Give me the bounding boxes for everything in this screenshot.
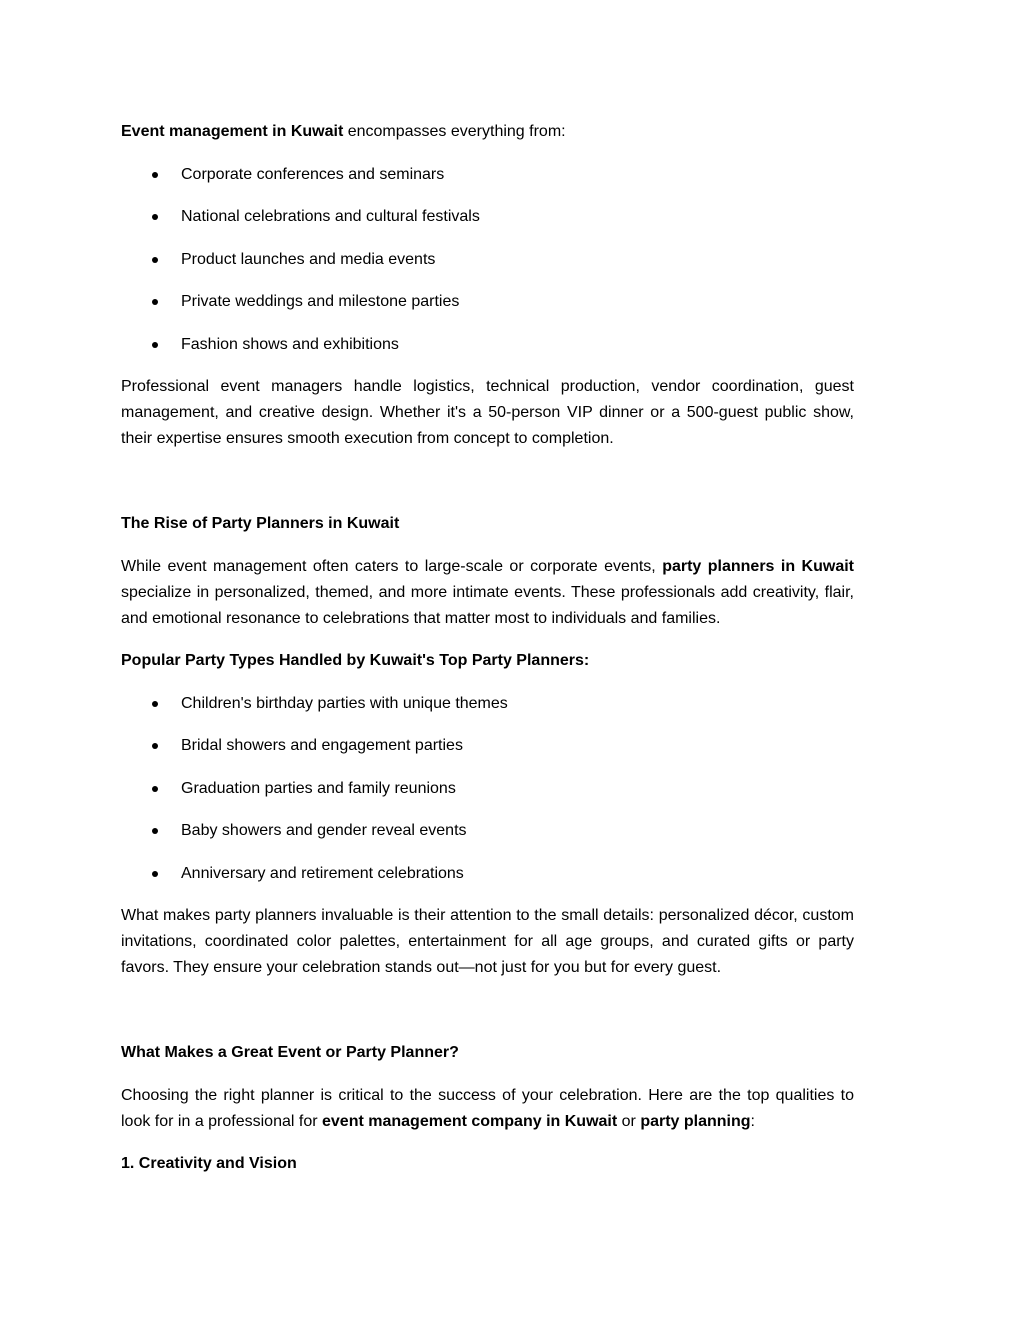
list-item-text: Private weddings and milestone parties	[181, 293, 460, 310]
bullet-icon	[152, 828, 158, 834]
rise-text-bold: party planners in Kuwait	[662, 557, 855, 575]
list-item	[121, 691, 854, 717]
great-text-bold-1: event management company in Kuwait	[322, 1112, 618, 1130]
list-item	[121, 332, 854, 358]
list-item-text: Anniversary and retirement celebrations	[181, 864, 464, 882]
bullet-icon	[152, 257, 158, 263]
bullet-icon	[152, 172, 158, 178]
list-item	[121, 861, 854, 887]
bullet-icon	[152, 701, 158, 707]
great-text-mid: or	[617, 1112, 641, 1130]
creativity-subheading: 1. Creativity and Vision	[121, 1155, 297, 1172]
list-item-text: Graduation parties and family reunions	[181, 779, 456, 797]
managers-paragraph: Professional event managers handle logistics, technical production, vendor coordination, guest management, and creative design. Whether it's a 50-person VIP dinner or a 500-guest public show, their expertise ensures smooth execution from concept to completion.	[121, 378, 854, 447]
intro-paragraph	[121, 119, 854, 145]
list-item-text: Fashion shows and exhibitions	[181, 335, 399, 353]
rise-text-end: specialize in personalized, themed, and more intimate events. These professionals add creativity, flair, and emotional resonance to celebrations that matter most to individuals and families.	[121, 583, 854, 627]
list-item-text: Corporate conferences and seminars	[181, 165, 445, 183]
list-item	[121, 162, 854, 188]
document-page	[121, 119, 854, 1177]
list-item	[121, 733, 854, 759]
popular-closing-paragraph: What makes party planners invaluable is their attention to the small details: personalized décor, custom invitations, coordinated color palettes, entertainment for all age groups, and curated gifts or party favors. They ensure your celebration stands out—not just for you but for every guest.	[121, 907, 854, 976]
great-text-end: :	[750, 1112, 755, 1130]
intro-lead-bold: Event management in Kuwait	[121, 123, 344, 140]
rise-text-start: While event management often caters to large-scale or corporate events,	[121, 557, 663, 575]
great-planner-heading: What Makes a Great Event or Party Planner?	[121, 1044, 459, 1061]
bullet-icon	[152, 299, 158, 305]
great-text-start: Choosing the right planner is critical to the success of your celebration. Here are the top qualities to look for in a professional for	[121, 1086, 854, 1130]
bullet-icon	[152, 743, 158, 749]
list-item-text: Children's birthday parties with unique themes	[181, 694, 508, 712]
list-item	[121, 204, 854, 230]
list-item-text: Bridal showers and engagement parties	[181, 737, 463, 754]
list-item-text: Baby showers and gender reveal events	[181, 822, 467, 839]
bullet-icon	[152, 342, 158, 348]
event-types-list	[121, 162, 854, 358]
list-item-text: Product launches and media events	[181, 250, 436, 268]
bullet-icon	[152, 214, 158, 220]
list-item	[121, 818, 854, 844]
rise-paragraph	[121, 554, 854, 632]
party-types-list	[121, 691, 854, 887]
list-item-text: National celebrations and cultural festivals	[181, 208, 480, 225]
bullet-icon	[152, 786, 158, 792]
list-item	[121, 776, 854, 802]
great-planner-paragraph	[121, 1083, 854, 1135]
list-item	[121, 247, 854, 273]
great-text-bold-2: party planning	[640, 1112, 751, 1130]
intro-lead-text: encompasses everything from:	[343, 123, 566, 140]
popular-heading: Popular Party Types Handled by Kuwait's Top Party Planners:	[121, 652, 590, 669]
bullet-icon	[152, 871, 158, 877]
rise-heading: The Rise of Party Planners in Kuwait	[121, 515, 400, 532]
list-item	[121, 289, 854, 315]
